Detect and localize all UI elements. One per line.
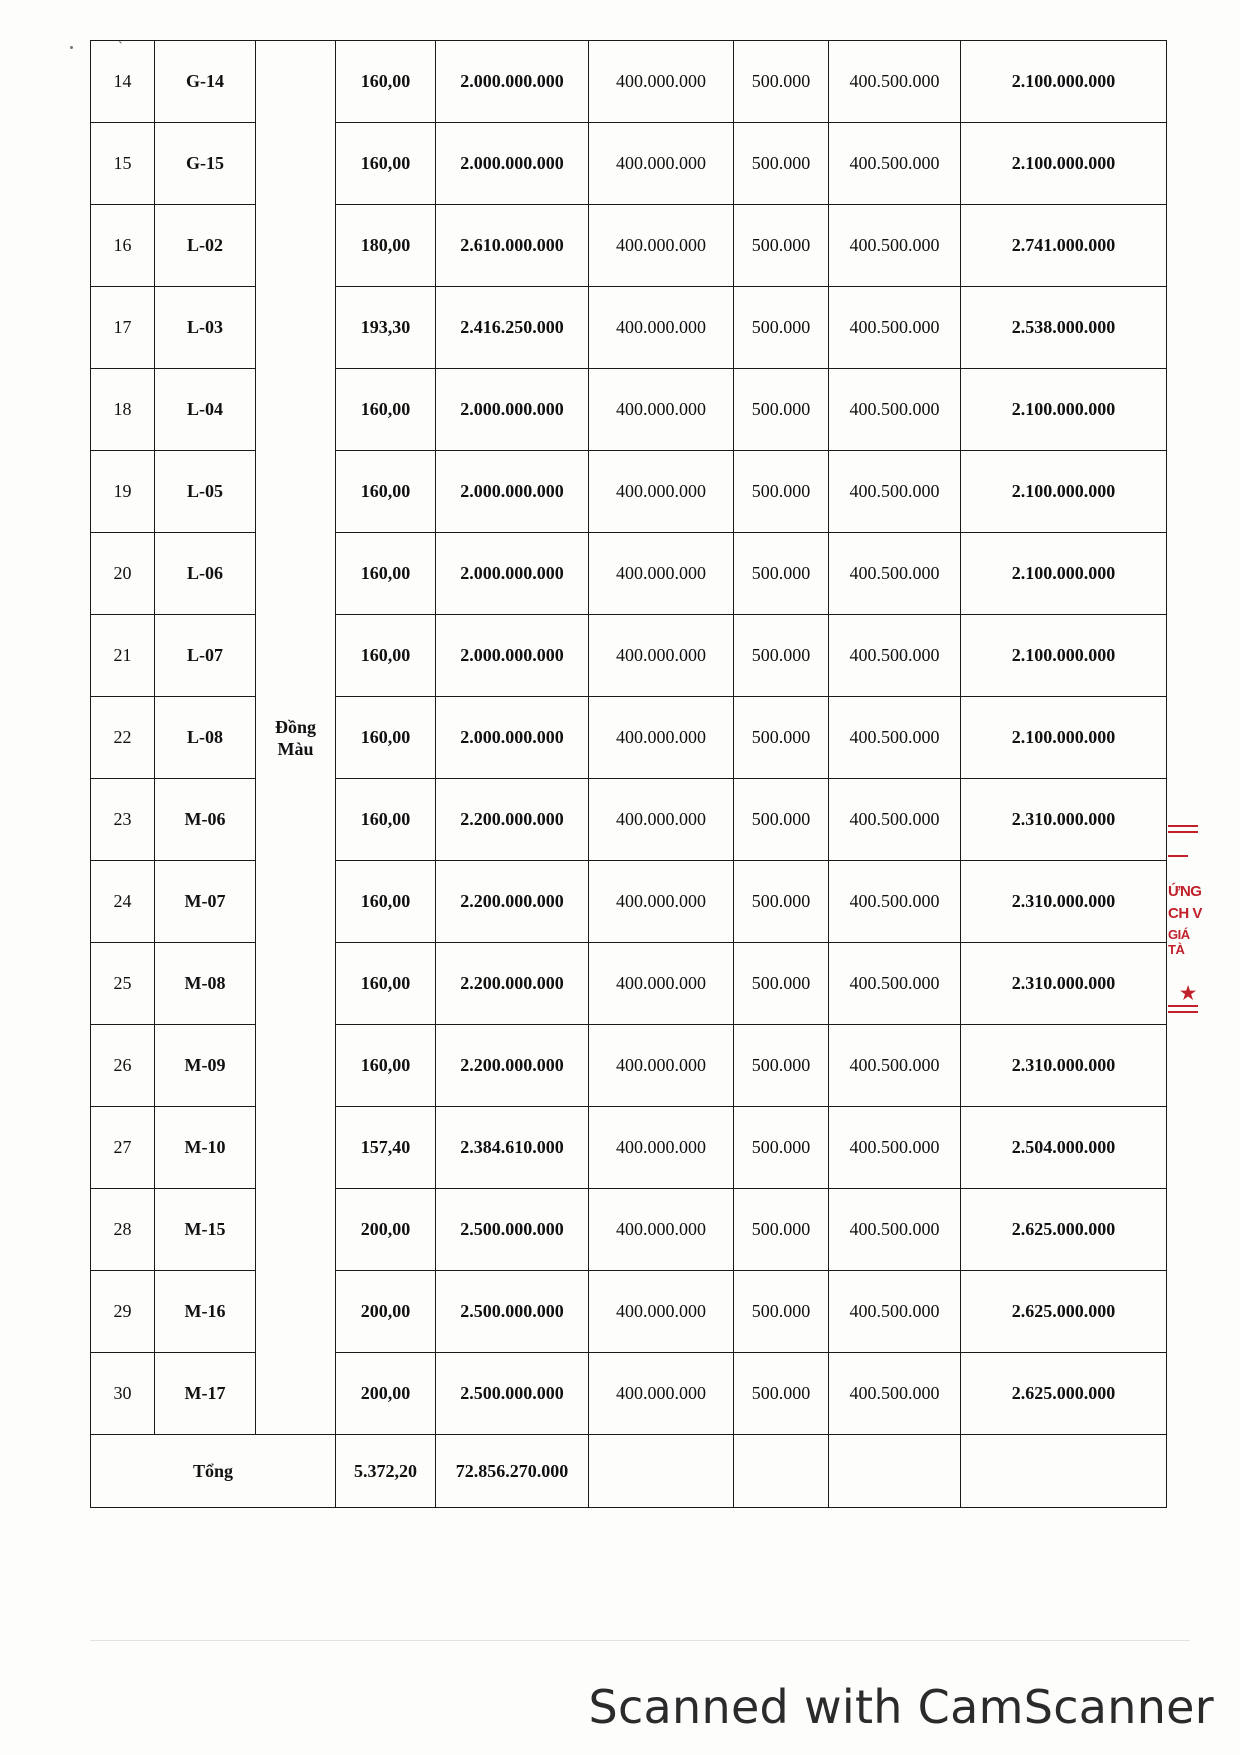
table-body	[91, 41, 1167, 1508]
lot-code: M-06	[155, 779, 256, 861]
deposit-cell: 400.000.000	[589, 1025, 734, 1107]
fee-cell: 500.000	[734, 287, 829, 369]
lot-code: M-09	[155, 1025, 256, 1107]
scan-artifact-dot	[70, 46, 73, 49]
seal-line	[1168, 1011, 1198, 1013]
fee-cell: 500.000	[734, 1189, 829, 1271]
total-cell: 2.310.000.000	[961, 943, 1167, 1025]
empty-cell	[589, 1435, 734, 1508]
fee-cell: 500.000	[734, 615, 829, 697]
lot-code: L-05	[155, 451, 256, 533]
seal-line	[1168, 1005, 1198, 1007]
deposit-cell: 400.000.000	[589, 861, 734, 943]
deposit-cell: 400.000.000	[589, 697, 734, 779]
seal-line	[1168, 855, 1188, 857]
area-cell: 160,00	[336, 1025, 436, 1107]
seal-text: ỨNG	[1168, 883, 1202, 900]
deposit-fee-cell: 400.500.000	[829, 533, 961, 615]
deposit-fee-cell: 400.500.000	[829, 943, 961, 1025]
table-row	[91, 615, 1167, 697]
total-cell: 2.538.000.000	[961, 287, 1167, 369]
deposit-cell: 400.000.000	[589, 943, 734, 1025]
deposit-fee-cell: 400.500.000	[829, 41, 961, 123]
area-cell: 160,00	[336, 861, 436, 943]
price-cell: 2.500.000.000	[436, 1189, 589, 1271]
price-cell: 2.384.610.000	[436, 1107, 589, 1189]
price-cell: 2.000.000.000	[436, 697, 589, 779]
deposit-fee-cell: 400.500.000	[829, 287, 961, 369]
deposit-cell: 400.000.000	[589, 1271, 734, 1353]
deposit-fee-cell: 400.500.000	[829, 123, 961, 205]
total-cell: 2.504.000.000	[961, 1107, 1167, 1189]
table-row	[91, 1353, 1167, 1435]
fee-cell: 500.000	[734, 1025, 829, 1107]
empty-cell	[961, 1435, 1167, 1508]
seal-line	[1168, 825, 1198, 827]
deposit-cell: 400.000.000	[589, 205, 734, 287]
row-number: 14	[91, 41, 155, 123]
deposit-cell: 400.000.000	[589, 287, 734, 369]
fee-cell: 500.000	[734, 369, 829, 451]
lot-code: M-15	[155, 1189, 256, 1271]
fee-cell: 500.000	[734, 697, 829, 779]
table-row	[91, 1189, 1167, 1271]
row-number: 19	[91, 451, 155, 533]
area-cell: 180,00	[336, 205, 436, 287]
total-cell: 2.100.000.000	[961, 533, 1167, 615]
total-cell: 2.625.000.000	[961, 1189, 1167, 1271]
land-price-table	[90, 40, 1167, 1508]
scan-artifact-mark: `	[118, 40, 123, 55]
area-cell: 160,00	[336, 41, 436, 123]
total-row	[91, 1435, 1167, 1508]
lot-code: L-04	[155, 369, 256, 451]
fee-cell: 500.000	[734, 779, 829, 861]
deposit-cell: 400.000.000	[589, 451, 734, 533]
deposit-fee-cell: 400.500.000	[829, 1107, 961, 1189]
fee-cell: 500.000	[734, 451, 829, 533]
total-cell: 2.741.000.000	[961, 205, 1167, 287]
area-cell: 160,00	[336, 451, 436, 533]
area-cell: 160,00	[336, 943, 436, 1025]
area-cell: 160,00	[336, 615, 436, 697]
deposit-cell: 400.000.000	[589, 1353, 734, 1435]
table-row	[91, 861, 1167, 943]
price-cell: 2.000.000.000	[436, 533, 589, 615]
row-number: 16	[91, 205, 155, 287]
fee-cell: 500.000	[734, 943, 829, 1025]
deposit-fee-cell: 400.500.000	[829, 861, 961, 943]
table-row	[91, 287, 1167, 369]
price-cell: 2.200.000.000	[436, 779, 589, 861]
table-row	[91, 1025, 1167, 1107]
deposit-fee-cell: 400.500.000	[829, 451, 961, 533]
deposit-fee-cell: 400.500.000	[829, 369, 961, 451]
lot-code: M-17	[155, 1353, 256, 1435]
area-cell: 160,00	[336, 697, 436, 779]
lot-code: M-16	[155, 1271, 256, 1353]
deposit-cell: 400.000.000	[589, 779, 734, 861]
fee-cell: 500.000	[734, 1271, 829, 1353]
total-cell: 2.310.000.000	[961, 861, 1167, 943]
seal-text: CH V	[1168, 905, 1202, 922]
seal-line	[1168, 831, 1198, 833]
location-cell: Đồng Màu	[256, 41, 336, 1435]
price-cell: 2.000.000.000	[436, 369, 589, 451]
lot-code: L-07	[155, 615, 256, 697]
deposit-fee-cell: 400.500.000	[829, 1271, 961, 1353]
row-number: 29	[91, 1271, 155, 1353]
deposit-cell: 400.000.000	[589, 1107, 734, 1189]
red-stamp-seal	[1168, 825, 1208, 1025]
total-cell: 2.100.000.000	[961, 123, 1167, 205]
deposit-cell: 400.000.000	[589, 533, 734, 615]
fee-cell: 500.000	[734, 123, 829, 205]
table-row	[91, 451, 1167, 533]
lot-code: L-06	[155, 533, 256, 615]
price-cell: 2.416.250.000	[436, 287, 589, 369]
total-cell: 2.100.000.000	[961, 451, 1167, 533]
row-number: 21	[91, 615, 155, 697]
area-cell: 160,00	[336, 369, 436, 451]
fee-cell: 500.000	[734, 861, 829, 943]
deposit-fee-cell: 400.500.000	[829, 1189, 961, 1271]
area-cell: 193,30	[336, 287, 436, 369]
price-cell: 2.000.000.000	[436, 451, 589, 533]
scanner-watermark: Scanned with CamScanner	[588, 1680, 1214, 1734]
deposit-fee-cell: 400.500.000	[829, 697, 961, 779]
lot-code: M-07	[155, 861, 256, 943]
row-number: 28	[91, 1189, 155, 1271]
deposit-fee-cell: 400.500.000	[829, 1353, 961, 1435]
area-cell: 160,00	[336, 533, 436, 615]
row-number: 27	[91, 1107, 155, 1189]
total-cell: 2.310.000.000	[961, 779, 1167, 861]
price-cell: 2.500.000.000	[436, 1353, 589, 1435]
total-cell: 2.100.000.000	[961, 697, 1167, 779]
table-row	[91, 533, 1167, 615]
area-cell: 200,00	[336, 1189, 436, 1271]
table-row	[91, 779, 1167, 861]
total-cell: 2.100.000.000	[961, 615, 1167, 697]
price-cell: 2.610.000.000	[436, 205, 589, 287]
row-number: 15	[91, 123, 155, 205]
table-row	[91, 205, 1167, 287]
lot-code: M-08	[155, 943, 256, 1025]
area-cell: 160,00	[336, 123, 436, 205]
deposit-cell: 400.000.000	[589, 123, 734, 205]
deposit-fee-cell: 400.500.000	[829, 615, 961, 697]
total-cell: 2.625.000.000	[961, 1271, 1167, 1353]
deposit-fee-cell: 400.500.000	[829, 205, 961, 287]
seal-star-icon: ★	[1180, 983, 1197, 1003]
fee-cell: 500.000	[734, 205, 829, 287]
row-number: 17	[91, 287, 155, 369]
area-cell: 200,00	[336, 1271, 436, 1353]
empty-cell	[829, 1435, 961, 1508]
table-row	[91, 697, 1167, 779]
total-cell: 2.100.000.000	[961, 41, 1167, 123]
total-price: 72.856.270.000	[436, 1435, 589, 1508]
row-number: 22	[91, 697, 155, 779]
row-number: 20	[91, 533, 155, 615]
lot-code: G-14	[155, 41, 256, 123]
page-divider	[90, 1640, 1190, 1641]
price-cell: 2.500.000.000	[436, 1271, 589, 1353]
row-number: 24	[91, 861, 155, 943]
total-label: Tổng	[91, 1435, 336, 1508]
fee-cell: 500.000	[734, 533, 829, 615]
total-cell: 2.310.000.000	[961, 1025, 1167, 1107]
deposit-fee-cell: 400.500.000	[829, 779, 961, 861]
fee-cell: 500.000	[734, 41, 829, 123]
deposit-cell: 400.000.000	[589, 615, 734, 697]
table-row	[91, 369, 1167, 451]
row-number: 30	[91, 1353, 155, 1435]
row-number: 25	[91, 943, 155, 1025]
seal-text: GIÁ TÀ	[1168, 927, 1190, 957]
lot-code: L-08	[155, 697, 256, 779]
table-row	[91, 41, 1167, 123]
price-cell: 2.200.000.000	[436, 943, 589, 1025]
total-cell: 2.100.000.000	[961, 369, 1167, 451]
fee-cell: 500.000	[734, 1353, 829, 1435]
table-row	[91, 1107, 1167, 1189]
deposit-fee-cell: 400.500.000	[829, 1025, 961, 1107]
empty-cell	[734, 1435, 829, 1508]
fee-cell: 500.000	[734, 1107, 829, 1189]
table-row	[91, 1271, 1167, 1353]
price-cell: 2.000.000.000	[436, 615, 589, 697]
total-area: 5.372,20	[336, 1435, 436, 1508]
table-row	[91, 123, 1167, 205]
price-cell: 2.000.000.000	[436, 41, 589, 123]
deposit-cell: 400.000.000	[589, 369, 734, 451]
lot-code: G-15	[155, 123, 256, 205]
row-number: 23	[91, 779, 155, 861]
deposit-cell: 400.000.000	[589, 1189, 734, 1271]
row-number: 26	[91, 1025, 155, 1107]
lot-code: M-10	[155, 1107, 256, 1189]
table-row	[91, 943, 1167, 1025]
lot-code: L-02	[155, 205, 256, 287]
row-number: 18	[91, 369, 155, 451]
price-cell: 2.000.000.000	[436, 123, 589, 205]
area-cell: 160,00	[336, 779, 436, 861]
deposit-cell: 400.000.000	[589, 41, 734, 123]
price-cell: 2.200.000.000	[436, 1025, 589, 1107]
lot-code: L-03	[155, 287, 256, 369]
total-cell: 2.625.000.000	[961, 1353, 1167, 1435]
price-cell: 2.200.000.000	[436, 861, 589, 943]
area-cell: 157,40	[336, 1107, 436, 1189]
area-cell: 200,00	[336, 1353, 436, 1435]
